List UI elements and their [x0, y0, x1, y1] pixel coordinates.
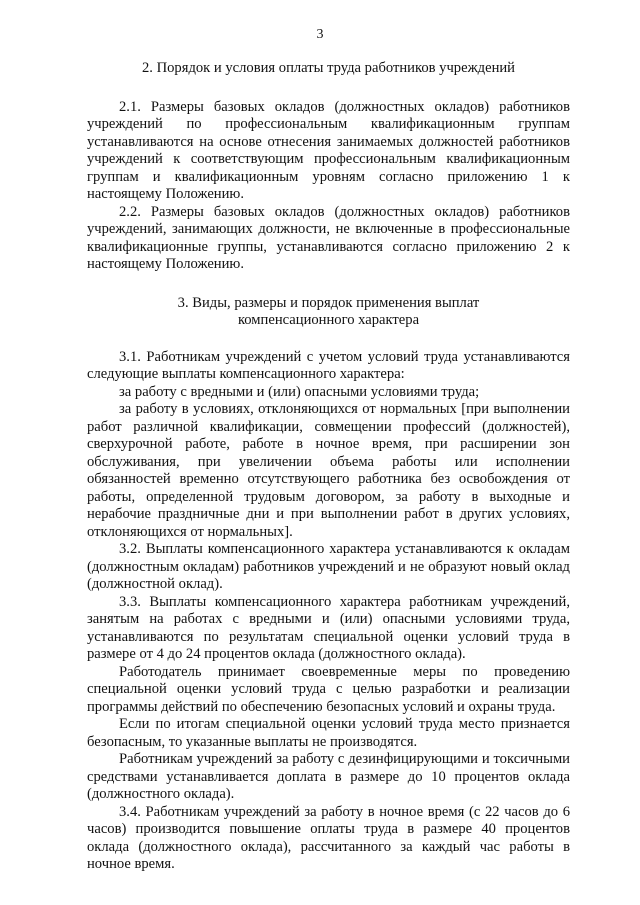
paragraph-3-2: 3.2. Выплаты компенсационного характера устанавливаются к окладам (должностным окладам) работников учреждений и не образуют новый оклад (должностной оклад). [87, 541, 570, 592]
document-body [87, 60, 570, 874]
list-item-abnormal-conditions: за работу в условиях, отклоняющихся от нормальных [при выполнении работ различной квалификации, совмещении профессий (должностей), сверхурочной работе, работе в ночное время, при расширении зон обслуживания, при увеличении объема работы или исполнении обязанностей временно отсутствующего работника без освобождения от работы, определенной трудовым договором, за работу в выходные и нерабочие праздничные дни и при выполнении работ в других условиях, отклоняющихся от нормальных]. [87, 401, 570, 540]
section-3-heading-line-1: 3. Виды, размеры и порядок применения выплат [177, 294, 480, 311]
section-3-heading-line-2: компенсационного характера [237, 312, 420, 328]
section-2-heading: 2. Порядок и условия оплаты труда работников учреждений [142, 60, 515, 76]
paragraph-2-2: 2.2. Размеры базовых окладов (должностных окладов) работников учреждений, занимающих должности, не включенные в профессиональные квалификационные группы, устанавливаются согласно приложению 2 к настоящему Положению. [87, 203, 570, 272]
paragraph-2-1: 2.1. Размеры базовых окладов (должностных окладов) работников учреждений по профессиональным квалификационным группам устанавливаются на основе отнесения занимаемых должностей работников учреждений к соответствующим профессиональным квалификационным группам и квалификационным уровням согласно приложению 1 к настоящему Положению. [87, 98, 570, 202]
paragraph-3-3-safe: Если по итогам специальной оценки условий труда место признается безопасным, то указанные выплаты не производятся. [87, 716, 570, 750]
section-3-heading [87, 295, 570, 330]
paragraph-3-1: 3.1. Работникам учреждений с учетом условий труда устанавливаются следующие выплаты компенсационного характера: [87, 348, 570, 382]
paragraph-3-4: 3.4. Работникам учреждений за работу в ночное время (с 22 часов до 6 часов) производится повышение оплаты труда в размере 40 процентов оклада (должностного оклада), рассчитанного за каждый час работы в ночное время. [87, 803, 570, 872]
paragraph-3-3-disinfectants: Работникам учреждений за работу с дезинфицирующими и токсичными средствами устанавливается доплата в размере до 10 процентов оклада (должностного оклада). [87, 751, 570, 802]
page-number: 3 [316, 27, 324, 42]
list-item-harmful-conditions: за работу с вредными и (или) опасными условиями труда; [119, 383, 480, 400]
paragraph-3-3-employer: Работодатель принимает своевременные меры по проведению специальной оценки условий труда с целью разработки и реализации программы действий по обеспечению безопасных условий и охраны труда. [87, 663, 570, 715]
paragraph-3-3: 3.3. Выплаты компенсационного характера работникам учреждений, занятым на работах с вредными и (или) опасными условиями труда, устанавливаются по результатам специальной оценки условий труда в размере от 4 до 24 процентов оклада (должностного оклада). [87, 593, 570, 662]
